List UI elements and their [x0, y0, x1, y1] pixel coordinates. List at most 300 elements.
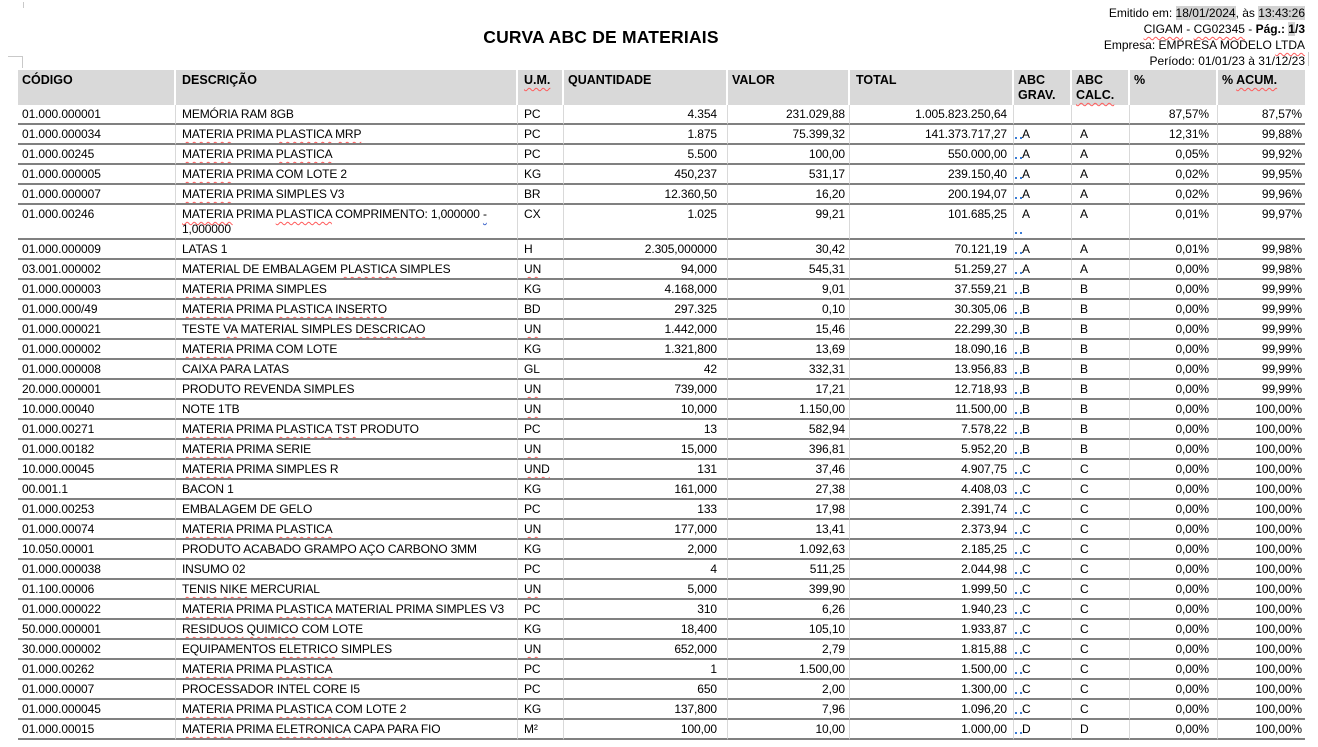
- cell-grav: C: [1014, 600, 1072, 620]
- cell-qty: 177,000: [564, 520, 728, 540]
- cell-pct: 0,05%: [1130, 145, 1218, 165]
- cell-qty: 5,000: [564, 580, 728, 600]
- table-row: [18, 380, 1305, 400]
- column-header-calc: ABC CALC.: [1072, 70, 1130, 105]
- cell-grav: C: [1014, 580, 1072, 600]
- cell-acum: 100,00%: [1218, 400, 1305, 420]
- meta-segment: 1: [1288, 22, 1295, 36]
- table-row: [18, 440, 1305, 460]
- cell-acum: 100,00%: [1218, 520, 1305, 540]
- cell-desc: INSUMO 02: [176, 560, 518, 580]
- cell-acum: 99,99%: [1218, 380, 1305, 400]
- cell-calc: C: [1072, 600, 1130, 620]
- cell-pct: 0,01%: [1130, 205, 1218, 240]
- meta-period: [1104, 53, 1305, 69]
- cell-desc: NOTE 1TB: [176, 400, 518, 420]
- cell-calc: C: [1072, 660, 1130, 680]
- cell-valor: 332,31: [728, 360, 850, 380]
- cell-desc: PROCESSADOR INTEL CORE I5: [176, 680, 518, 700]
- cell-qty: 18,400: [564, 620, 728, 640]
- cell-total: 1.940,23: [850, 600, 1014, 620]
- cell-um: UND: [518, 460, 564, 480]
- cell-desc: RESIDUOS QUIMICO COM LOTE: [176, 620, 518, 640]
- cell-valor: 105,10: [728, 620, 850, 640]
- cell-pct: 0,00%: [1130, 720, 1218, 740]
- cell-acum: 100,00%: [1218, 480, 1305, 500]
- cell-pct: 0,00%: [1130, 480, 1218, 500]
- column-header-qty: QUANTIDADE: [564, 70, 728, 105]
- cell-um: PC: [518, 500, 564, 520]
- column-header-total: TOTAL: [850, 70, 1014, 105]
- cell-total: 1.000,00: [850, 720, 1014, 740]
- cell-um: PC: [518, 420, 564, 440]
- report-title: CURVA ABC DE MATERIAIS: [483, 27, 719, 47]
- table-row: [18, 640, 1305, 660]
- cell-valor: 10,00: [728, 720, 850, 740]
- meta-system-page: [1104, 21, 1305, 37]
- cell-qty: 1.442,000: [564, 320, 728, 340]
- cell-grav: B: [1014, 300, 1072, 320]
- cell-calc: C: [1072, 580, 1130, 600]
- table-row: [18, 205, 1305, 240]
- meta-segment: LTDA: [1275, 38, 1305, 52]
- cell-pct: 0,00%: [1130, 420, 1218, 440]
- cell-acum: 100,00%: [1218, 560, 1305, 580]
- cell-um: UN: [518, 380, 564, 400]
- cell-code: 01.000.00074: [18, 520, 176, 540]
- cell-acum: 100,00%: [1218, 460, 1305, 480]
- cell-qty: 15,000: [564, 440, 728, 460]
- cell-qty: 4: [564, 560, 728, 580]
- column-header-pct: %: [1130, 70, 1218, 105]
- report-meta: [1104, 5, 1305, 69]
- table-row: [18, 720, 1305, 740]
- column-header-acum: % ACUM.: [1218, 70, 1305, 105]
- cell-qty: 1: [564, 660, 728, 680]
- cell-desc: PRODUTO ACABADO GRAMPO AÇO CARBONO 3MM: [176, 540, 518, 560]
- cell-grav: B: [1014, 360, 1072, 380]
- cell-pct: 0,00%: [1130, 340, 1218, 360]
- cell-um: KG: [518, 540, 564, 560]
- cell-pct: 0,00%: [1130, 360, 1218, 380]
- cell-um: KG: [518, 340, 564, 360]
- cell-valor: 100,00: [728, 145, 850, 165]
- table-row: [18, 460, 1305, 480]
- cell-valor: 17,98: [728, 500, 850, 520]
- cell-valor: 2,00: [728, 680, 850, 700]
- cell-pct: 0,00%: [1130, 640, 1218, 660]
- cell-um: GL: [518, 360, 564, 380]
- cell-code: 10.000.00045: [18, 460, 176, 480]
- cell-total: 239.150,40: [850, 165, 1014, 185]
- cell-desc: MATERIA PRIMA PLASTICA: [176, 660, 518, 680]
- cell-qty: 137,800: [564, 700, 728, 720]
- cell-code: 10.000.00040: [18, 400, 176, 420]
- column-header-um: U.M.: [518, 70, 564, 105]
- cell-pct: 0,00%: [1130, 500, 1218, 520]
- cell-total: 2.373,94: [850, 520, 1014, 540]
- cell-total: 1.815,88: [850, 640, 1014, 660]
- cell-total: 550.000,00: [850, 145, 1014, 165]
- cell-um: H: [518, 240, 564, 260]
- cell-total: 1.933,87: [850, 620, 1014, 640]
- cell-grav: B: [1014, 320, 1072, 340]
- cell-valor: 13,41: [728, 520, 850, 540]
- cell-grav: B: [1014, 280, 1072, 300]
- table-row: [18, 420, 1305, 440]
- meta-company: [1104, 37, 1305, 53]
- cell-desc: MATERIA PRIMA COM LOTE 2: [176, 165, 518, 185]
- cell-desc: EQUIPAMENTOS ELETRICO SIMPLES: [176, 640, 518, 660]
- cell-um: UN: [518, 520, 564, 540]
- cell-code: 01.000.000038: [18, 560, 176, 580]
- cell-desc: MATERIA PRIMA PLASTICA MATERIAL PRIMA SIMPLES V3: [176, 600, 518, 620]
- cell-qty: 131: [564, 460, 728, 480]
- cell-calc: C: [1072, 620, 1130, 640]
- table-row: [18, 620, 1305, 640]
- cell-acum: 99,95%: [1218, 165, 1305, 185]
- cell-um: KG: [518, 165, 564, 185]
- cell-acum: 99,98%: [1218, 260, 1305, 280]
- cell-grav: C: [1014, 660, 1072, 680]
- cell-code: 01.000.000007: [18, 185, 176, 205]
- cell-desc: MATERIA PRIMA SIMPLES: [176, 280, 518, 300]
- cell-code: 50.000.000001: [18, 620, 176, 640]
- cell-calc: B: [1072, 300, 1130, 320]
- cell-um: KG: [518, 480, 564, 500]
- cell-pct: 0,00%: [1130, 260, 1218, 280]
- cell-total: 11.500,00: [850, 400, 1014, 420]
- cell-um: UN: [518, 260, 564, 280]
- cell-calc: C: [1072, 560, 1130, 580]
- cell-grav: C: [1014, 680, 1072, 700]
- table-row: [18, 400, 1305, 420]
- cell-desc: MEMÓRIA RAM 8GB: [176, 105, 518, 125]
- cell-total: 7.578,22: [850, 420, 1014, 440]
- cell-code: 01.000.00253: [18, 500, 176, 520]
- meta-segment: -: [1244, 22, 1256, 36]
- meta-segment: Período: 01/01/23 à 31/12/23: [1149, 54, 1305, 68]
- cell-desc: MATERIA PRIMA PLASTICA COM LOTE 2: [176, 700, 518, 720]
- cell-valor: 2,79: [728, 640, 850, 660]
- cell-um: UN: [518, 440, 564, 460]
- cell-pct: 0,00%: [1130, 700, 1218, 720]
- cell-total: 22.299,30: [850, 320, 1014, 340]
- cell-acum: 99,99%: [1218, 280, 1305, 300]
- cell-um: UN: [518, 400, 564, 420]
- cell-grav: C: [1014, 480, 1072, 500]
- cell-acum: 99,92%: [1218, 145, 1305, 165]
- cell-total: 13.956,83: [850, 360, 1014, 380]
- cell-total: 141.373.717,27: [850, 125, 1014, 145]
- meta-segment: /3: [1294, 22, 1305, 36]
- meta-segment: 13:43:26: [1258, 6, 1305, 20]
- cell-desc: MATERIA PRIMA ELETRONICA CAPA PARA FIO: [176, 720, 518, 740]
- cell-calc: B: [1072, 360, 1130, 380]
- cell-calc: C: [1072, 680, 1130, 700]
- cell-acum: 99,99%: [1218, 300, 1305, 320]
- cell-calc: A: [1072, 145, 1130, 165]
- cell-valor: 1.092,63: [728, 540, 850, 560]
- cell-total: 1.999,50: [850, 580, 1014, 600]
- cell-um: KG: [518, 280, 564, 300]
- cell-desc: MATERIA PRIMA SIMPLES V3: [176, 185, 518, 205]
- cell-pct: 0,00%: [1130, 440, 1218, 460]
- cell-valor: 399,90: [728, 580, 850, 600]
- cell-pct: 0,00%: [1130, 520, 1218, 540]
- cell-calc: B: [1072, 400, 1130, 420]
- cell-valor: 99,21: [728, 205, 850, 240]
- cell-total: 51.259,27: [850, 260, 1014, 280]
- cell-total: 12.718,93: [850, 380, 1014, 400]
- cell-qty: 2,000: [564, 540, 728, 560]
- cell-calc: A: [1072, 260, 1130, 280]
- table-row: [18, 165, 1305, 185]
- cell-grav: B: [1014, 440, 1072, 460]
- cell-acum: 100,00%: [1218, 580, 1305, 600]
- margin-mark: [22, 56, 23, 68]
- cell-calc: C: [1072, 520, 1130, 540]
- cell-pct: 0,00%: [1130, 460, 1218, 480]
- cell-total: 101.685,25: [850, 205, 1014, 240]
- cell-total: 2.185,25: [850, 540, 1014, 560]
- cell-grav: B: [1014, 380, 1072, 400]
- cell-valor: 0,10: [728, 300, 850, 320]
- cell-um: PC: [518, 560, 564, 580]
- cell-pct: 0,00%: [1130, 600, 1218, 620]
- cell-acum: 100,00%: [1218, 420, 1305, 440]
- cell-acum: 99,96%: [1218, 185, 1305, 205]
- cell-pct: 0,00%: [1130, 680, 1218, 700]
- cell-desc: MATERIA PRIMA PLASTICA MRP: [176, 125, 518, 145]
- cell-code: 10.050.00001: [18, 540, 176, 560]
- cell-grav: A: [1014, 185, 1072, 205]
- meta-segment: Empresa: EMPRESA MODELO: [1103, 38, 1276, 52]
- cell-grav: C: [1014, 460, 1072, 480]
- cell-pct: 0,02%: [1130, 165, 1218, 185]
- cell-grav: A: [1014, 205, 1072, 240]
- cell-qty: 297.325: [564, 300, 728, 320]
- cell-um: KG: [518, 620, 564, 640]
- meta-segment: Pág.:: [1255, 22, 1289, 36]
- cell-code: 00.001.1: [18, 480, 176, 500]
- cell-um: M²: [518, 720, 564, 740]
- cell-qty: 310: [564, 600, 728, 620]
- cell-um: BD: [518, 300, 564, 320]
- cell-valor: 511,25: [728, 560, 850, 580]
- cell-code: 01.000.00262: [18, 660, 176, 680]
- meta-emitted: [1104, 5, 1305, 21]
- cell-grav: D: [1014, 720, 1072, 740]
- table-row: [18, 360, 1305, 380]
- column-header-valor: VALOR: [728, 70, 850, 105]
- cell-total: 1.500,00: [850, 660, 1014, 680]
- cell-valor: 231.029,88: [728, 105, 850, 125]
- cell-valor: 7,96: [728, 700, 850, 720]
- cell-code: 20.000.000001: [18, 380, 176, 400]
- cell-calc: C: [1072, 480, 1130, 500]
- cell-code: 01.000.000/49: [18, 300, 176, 320]
- cell-calc: B: [1072, 440, 1130, 460]
- cell-acum: 100,00%: [1218, 620, 1305, 640]
- cell-valor: 13,69: [728, 340, 850, 360]
- cell-qty: 10,000: [564, 400, 728, 420]
- cell-grav: C: [1014, 520, 1072, 540]
- margin-mark: [8, 56, 23, 57]
- cell-code: 01.000.00182: [18, 440, 176, 460]
- cell-code: 01.000.000003: [18, 280, 176, 300]
- cell-desc: MATERIA PRIMA SERIE: [176, 440, 518, 460]
- cell-acum: 100,00%: [1218, 440, 1305, 460]
- table-header: [18, 70, 1305, 105]
- cell-grav: C: [1014, 560, 1072, 580]
- table-row: [18, 320, 1305, 340]
- cell-qty: 13: [564, 420, 728, 440]
- cell-valor: 75.399,32: [728, 125, 850, 145]
- cell-calc: A: [1072, 205, 1130, 240]
- cell-total: 37.559,21: [850, 280, 1014, 300]
- cell-valor: 1.500,00: [728, 660, 850, 680]
- table-row: [18, 260, 1305, 280]
- cell-acum: 99,99%: [1218, 340, 1305, 360]
- cell-qty: 1.025: [564, 205, 728, 240]
- cell-acum: 100,00%: [1218, 720, 1305, 740]
- cell-total: 5.952,20: [850, 440, 1014, 460]
- cell-um: PC: [518, 145, 564, 165]
- cell-code: 30.000.000002: [18, 640, 176, 660]
- cell-total: 30.305,06: [850, 300, 1014, 320]
- cell-code: 01.000.000022: [18, 600, 176, 620]
- table-row: [18, 520, 1305, 540]
- cell-calc: A: [1072, 165, 1130, 185]
- cell-desc: CAIXA PARA LATAS: [176, 360, 518, 380]
- cell-qty: 12.360,50: [564, 185, 728, 205]
- table-row: [18, 660, 1305, 680]
- cell-desc: MATERIA PRIMA COM LOTE: [176, 340, 518, 360]
- cell-total: 2.391,74: [850, 500, 1014, 520]
- cell-calc: C: [1072, 460, 1130, 480]
- table-row: [18, 700, 1305, 720]
- cell-total: 200.194,07: [850, 185, 1014, 205]
- cell-valor: 582,94: [728, 420, 850, 440]
- margin-mark: [1308, 52, 1309, 66]
- cell-valor: 9,01: [728, 280, 850, 300]
- cell-code: 01.000.000002: [18, 340, 176, 360]
- cell-grav: C: [1014, 640, 1072, 660]
- cell-um: UN: [518, 640, 564, 660]
- cell-calc: A: [1072, 240, 1130, 260]
- cell-desc: MATERIA PRIMA SIMPLES R: [176, 460, 518, 480]
- cell-valor: 27,38: [728, 480, 850, 500]
- cell-acum: 99,97%: [1218, 205, 1305, 240]
- cell-um: PC: [518, 660, 564, 680]
- table-row: [18, 540, 1305, 560]
- cell-calc: B: [1072, 420, 1130, 440]
- margin-mark: [23, 2, 24, 8]
- cell-desc: LATAS 1: [176, 240, 518, 260]
- cell-acum: 100,00%: [1218, 660, 1305, 680]
- cell-acum: 100,00%: [1218, 500, 1305, 520]
- meta-segment: 18/01/2024: [1175, 6, 1236, 20]
- meta-segment: , às: [1235, 6, 1259, 20]
- cell-qty: 100,00: [564, 720, 728, 740]
- cell-qty: 650: [564, 680, 728, 700]
- meta-segment: CG02345: [1193, 22, 1245, 36]
- cell-pct: 0,00%: [1130, 300, 1218, 320]
- table-row: [18, 280, 1305, 300]
- cell-calc: [1072, 105, 1130, 125]
- cell-qty: 4.168,000: [564, 280, 728, 300]
- cell-calc: C: [1072, 700, 1130, 720]
- cell-um: UN: [518, 320, 564, 340]
- cell-valor: 17,21: [728, 380, 850, 400]
- table-row: [18, 240, 1305, 260]
- cell-grav: A: [1014, 165, 1072, 185]
- cell-acum: 100,00%: [1218, 640, 1305, 660]
- cell-pct: 0,00%: [1130, 660, 1218, 680]
- cell-calc: B: [1072, 340, 1130, 360]
- cell-grav: A: [1014, 125, 1072, 145]
- cell-code: 01.000.00271: [18, 420, 176, 440]
- cell-grav: C: [1014, 620, 1072, 640]
- cell-pct: 0,00%: [1130, 400, 1218, 420]
- cell-acum: 99,88%: [1218, 125, 1305, 145]
- cell-valor: 15,46: [728, 320, 850, 340]
- cell-code: 01.000.000045: [18, 700, 176, 720]
- cell-valor: 531,17: [728, 165, 850, 185]
- table-row: [18, 340, 1305, 360]
- cell-grav: C: [1014, 500, 1072, 520]
- cell-pct: 0,00%: [1130, 620, 1218, 640]
- cell-code: 01.000.00246: [18, 205, 176, 240]
- cell-pct: 12,31%: [1130, 125, 1218, 145]
- cell-um: PC: [518, 680, 564, 700]
- cell-qty: 652,000: [564, 640, 728, 660]
- cell-total: 4.408,03: [850, 480, 1014, 500]
- cell-code: 01.000.000005: [18, 165, 176, 185]
- cell-pct: 0,00%: [1130, 380, 1218, 400]
- cell-um: PC: [518, 125, 564, 145]
- cell-desc: TENIS NIKE MERCURIAL: [176, 580, 518, 600]
- cell-um: UN: [518, 580, 564, 600]
- cell-desc: MATERIA PRIMA PLASTICA: [176, 520, 518, 540]
- table-row: [18, 125, 1305, 145]
- cell-code: 01.000.000021: [18, 320, 176, 340]
- cell-code: 01.100.00006: [18, 580, 176, 600]
- cell-qty: 42: [564, 360, 728, 380]
- cell-code: 01.000.000009: [18, 240, 176, 260]
- cell-code: 01.000.00007: [18, 680, 176, 700]
- table-header-row: [18, 70, 1305, 105]
- cell-acum: 100,00%: [1218, 540, 1305, 560]
- cell-acum: 100,00%: [1218, 700, 1305, 720]
- cell-um: CX: [518, 205, 564, 240]
- table-row: [18, 105, 1305, 125]
- cell-total: 4.907,75: [850, 460, 1014, 480]
- cell-pct: 0,00%: [1130, 540, 1218, 560]
- meta-segment: Emitido em:: [1108, 6, 1176, 20]
- cell-pct: 0,00%: [1130, 320, 1218, 340]
- meta-segment: -: [1182, 22, 1194, 36]
- cell-desc: TESTE VA MATERIAL SIMPLES DESCRICAO: [176, 320, 518, 340]
- column-header-desc: DESCRIÇÃO: [176, 70, 518, 105]
- cell-grav: A: [1014, 260, 1072, 280]
- cell-valor: 1.150,00: [728, 400, 850, 420]
- cell-acum: 99,99%: [1218, 320, 1305, 340]
- column-header-code: CÓDIGO: [18, 70, 176, 105]
- cell-grav: C: [1014, 700, 1072, 720]
- cell-code: 03.001.000002: [18, 260, 176, 280]
